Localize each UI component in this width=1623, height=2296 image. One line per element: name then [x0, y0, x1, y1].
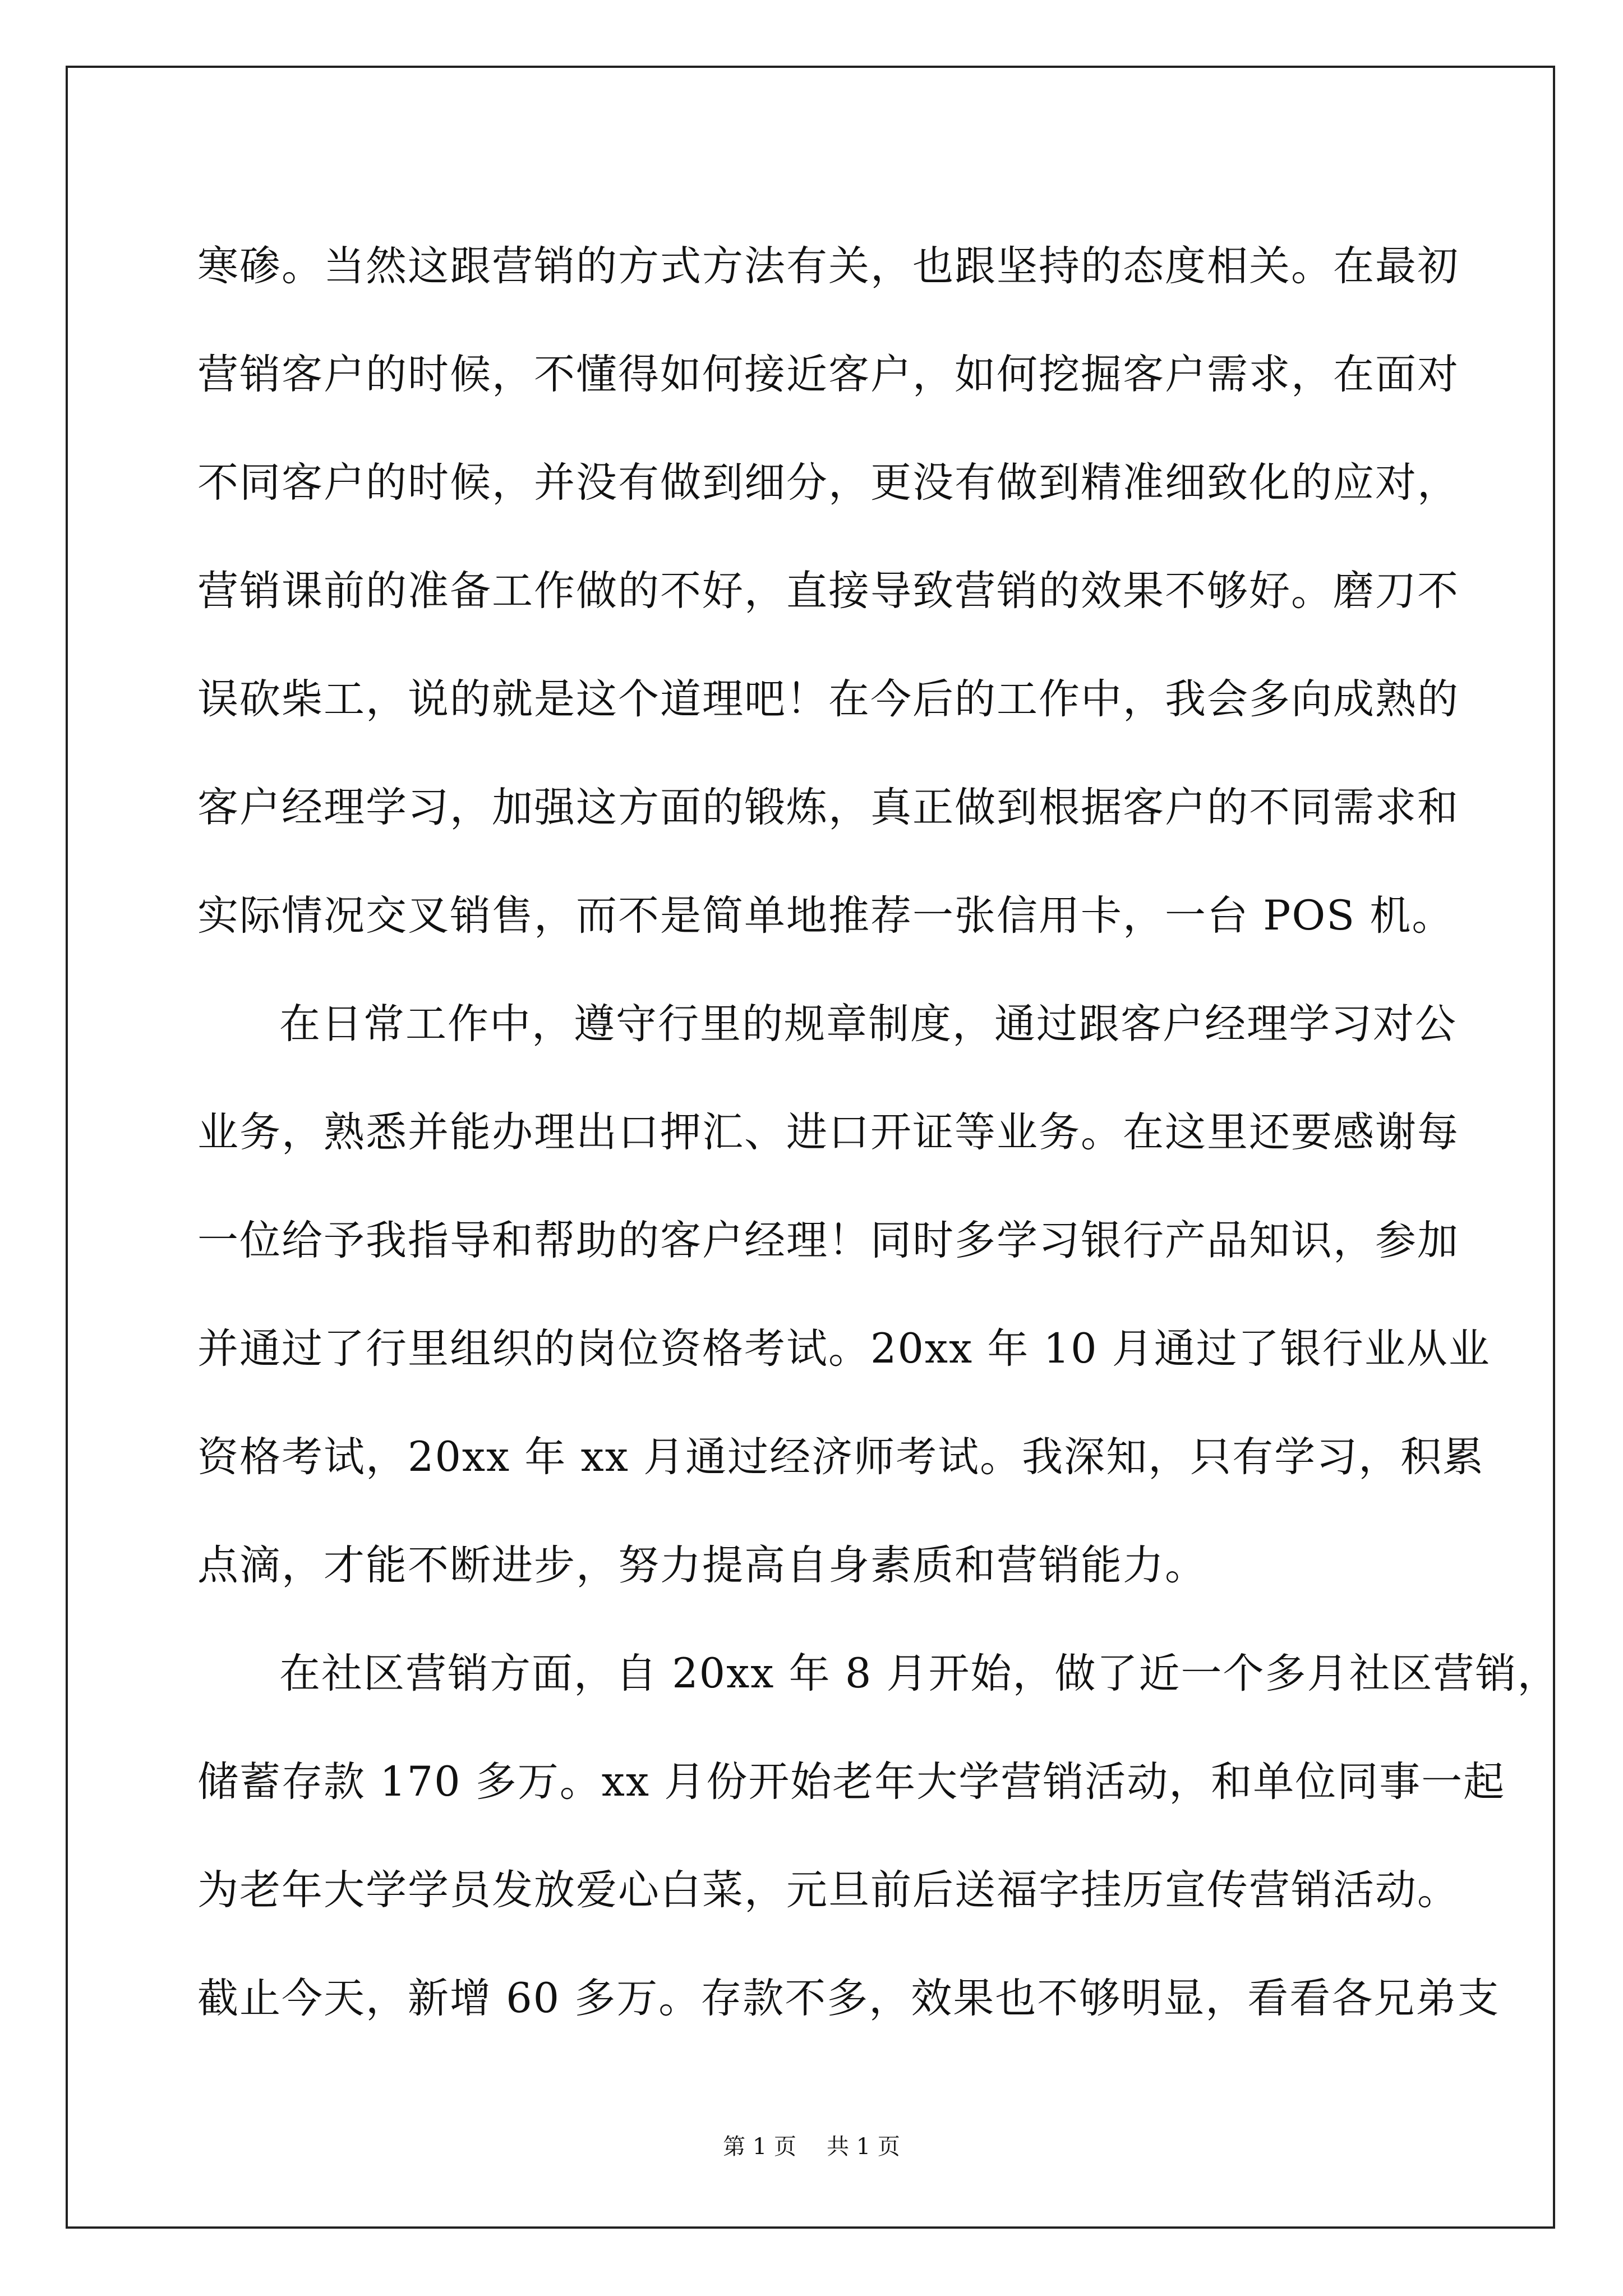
paragraph-first-line: 在社区营销方面，自 20xx 年 8 月开始，做了近一个多月社区营销， — [279, 1650, 1560, 1697]
text-line: 营销课前的准备工作做的不好，直接导致营销的效果不够好。磨刀不 — [197, 567, 1459, 615]
text-line: 点滴，才能不断进步，努力提高自身素质和营销能力。 — [197, 1542, 1207, 1589]
text-line: 为老年大学学员发放爱心白菜，元旦前后送福字挂历宣传营销活动。 — [197, 1866, 1459, 1914]
page-footer — [0, 2133, 1623, 2161]
paragraph-first-line: 在日常工作中，遵守行里的规章制度，通过跟客户经理学习对公 — [279, 1000, 1457, 1048]
document-body — [197, 212, 1560, 2053]
text-line: 储蓄存款 170 多万。xx 月份开始老年大学营销活动，和单位同事一起 — [197, 1758, 1506, 1806]
text-line: 营销客户的时候，不懂得如何接近客户，如何挖掘客户需求，在面对 — [197, 351, 1459, 398]
text-line: 客户经理学习，加强这方面的锻炼，真正做到根据客户的不同需求和 — [197, 784, 1459, 831]
text-line: 资格考试，20xx 年 xx 月通过经济师考试。我深知，只有学习，积累 — [197, 1433, 1485, 1481]
page-number: 第 1 页 — [723, 2134, 796, 2160]
text-line: 误砍柴工，说的就是这个道理吧！在今后的工作中，我会多向成熟的 — [197, 675, 1459, 723]
page-total: 共 1 页 — [827, 2134, 900, 2160]
text-line: 实际情况交叉销售，而不是简单地推荐一张信用卡，一台 POS 机。 — [197, 892, 1454, 940]
text-line: 并通过了行里组织的岗位资格考试。20xx 年 10 月通过了银行业从业 — [197, 1325, 1491, 1373]
text-line: 不同客户的时候，并没有做到细分，更没有做到精准细致化的应对， — [197, 459, 1459, 507]
text-line: 业务，熟悉并能办理出口押汇、进口开证等业务。在这里还要感谢每 — [197, 1108, 1459, 1156]
text-line: 寒碜。当然这跟营销的方式方法有关，也跟坚持的态度相关。在最初 — [197, 242, 1459, 290]
text-line: 一位给予我指导和帮助的客户经理！同时多学习银行产品知识，参加 — [197, 1217, 1459, 1264]
text-line: 截止今天，新增 60 多万。存款不多，效果也不够明显，看看各兄弟支 — [197, 1975, 1500, 2022]
